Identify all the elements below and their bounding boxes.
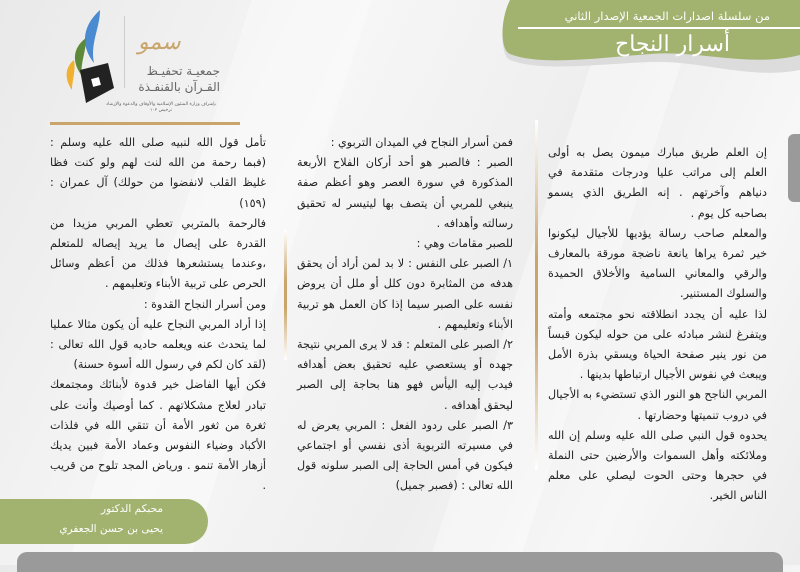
paragraph: تأمل قول الله لنبيه صلى الله عليه وسلم : (فبما رحمة من الله لنت لهم ولو كنت فظا غليظ القلب لانفضوا من حولك) آل عمران : (١٥٩) xyxy=(50,136,266,210)
paragraph: ١/ الصبر على النفس : لا بد لمن أراد أن يحقق هدفه من المثابرة دون كلل أو ملل أن يروض نفسه على الصبر سيما إذا كان العمل هو تربية الأبناء وتعليمهم . xyxy=(297,257,513,331)
organization-logo xyxy=(60,8,260,118)
text-column-middle xyxy=(297,133,513,497)
series-label: من سلسلة اصدارات الجمعية الإصدار الثاني xyxy=(564,9,770,23)
logo-underline xyxy=(50,122,240,125)
logo-brand-word: سمو xyxy=(138,30,181,55)
paragraph: إذا أراد المربي النجاح عليه أن يكون مثالا عمليا لما يتحدث عنه ويعلمه حاديه قول الله تعالى : (لقد كان لكم في رسول الله أسوة حسنة) xyxy=(50,317,266,372)
paragraph: فكن أيها الفاضل خير قدوة لأبنائك ومجتمعك تبادر لعلاج مشكلاتهم . كما أوصيك وأنت على ثغرة من ثغور الأمة أن تتقي الله في فلذات الأكباد وضياء النفوس وعماد الأمة فبين يديك أزهار الأمة تنمو . ورياض المجد تلوح من قريب . xyxy=(50,378,266,493)
signature-line1: محبكم الدكتور xyxy=(101,503,163,515)
paragraph: يحدوه قول النبي صلى الله عليه وسلم إن الله وملائكته وأهل السموات والأرضين حتى النملة في حجرها وحتى الحوت ليصلي على معلم الناس الخير. xyxy=(548,428,767,503)
paragraph: للصبر مقامات وهي : xyxy=(416,237,513,251)
logo-org-line2: القـرآن بالقنفـذة xyxy=(138,80,220,94)
text-column-left xyxy=(50,133,266,497)
logo-emblem-icon xyxy=(60,8,120,113)
logo-divider xyxy=(124,16,125,88)
text-column-right xyxy=(548,143,767,507)
paragraph: ٢/ الصبر على المتعلم : قد لا يرى المربي نتيجة جهده أو يستعصي عليه تحقيق بعض أهدافه فيدب إليه اليأس فهو هنا بحاجة إلى الصبر ليحقق أهدافه . xyxy=(297,338,513,412)
column-divider xyxy=(535,120,538,470)
signature-box xyxy=(0,499,208,544)
paragraph: ٣/ الصبر على ردود الفعل : المربي يعرض له في مسيرته التربوية أذى نفسي أو اجتماعي فيكون في أمس الحاجة إلى الصبر سلونه قول الله تعالى : (فصبر جميل) xyxy=(297,418,513,493)
footer-bar xyxy=(17,552,783,572)
signature-line2: يحيى بن حسن الجعفري xyxy=(59,523,163,535)
paragraph: والمعلم صاحب رسالة يؤديها للأجيال ليكونوا خير ثمرة يراها يانعة ناضجة مورقة بالمعارف والرقي والمعاني السامية والأخلاق الحميدة والسلوك المستنير. xyxy=(548,226,767,301)
logo-supervision: بإشراف وزارة الشئون الإسلامية والأوقاف والدعوة والإرشاد xyxy=(106,102,216,107)
page-title: أسرار النجاح xyxy=(615,32,730,57)
paragraph: فمن أسرار النجاح في الميدان التربوي : xyxy=(330,136,513,149)
header-band xyxy=(500,0,800,72)
paragraph: ومن أسرار النجاح القدوة : xyxy=(143,297,266,311)
logo-org-line1: جمعيـة تحفيـظ xyxy=(146,64,220,78)
paragraph: فالرحمة بالمتربي تعطي المربي مزيدا من القدرة على إيصال ما يريد إيصاله للمتعلم ،وعندما يستشعرها فذلك من أعظم وسائل الحرص على تربية الأبناء وتعليمهم . xyxy=(50,216,266,291)
paragraph: لذا عليه أن يجدد انطلاقته نحو مجتمعه وأمته ويتفرغ لنشر مبادئه على من حوله ليكون قبساً من نور ينير صفحة الحياة ويسقي بذرة الأمل ويبعث في نفوس الأجيال ارتباطها بدينها . xyxy=(548,307,767,382)
header-divider xyxy=(518,27,800,29)
paragraph: الصبر : فالصبر هو أحد أركان الفلاح الأربعة المذكورة في سورة العصر وهو أعظم صفة ينبغي للمربي أن يتصف بها ليتيسر له تحقيق رسالته وأهدافه . xyxy=(297,156,513,230)
logo-license: ترخيص ١٠٢ xyxy=(149,108,173,113)
paragraph: المربي الناجح هو النور الذي تستضيء به الأجيال في دروب تنميتها وحضارتها . xyxy=(547,388,767,422)
column-divider xyxy=(284,230,287,360)
column-marker xyxy=(788,134,800,202)
paragraph: إن العلم طريق مبارك ميمون يصل به أولى العلم إلى مراتب عليا ودرجات متقدمة في دنياهم وآخرتهم . إنه الطريق الذي يسمو بصاحبه كل يوم . xyxy=(548,146,767,220)
